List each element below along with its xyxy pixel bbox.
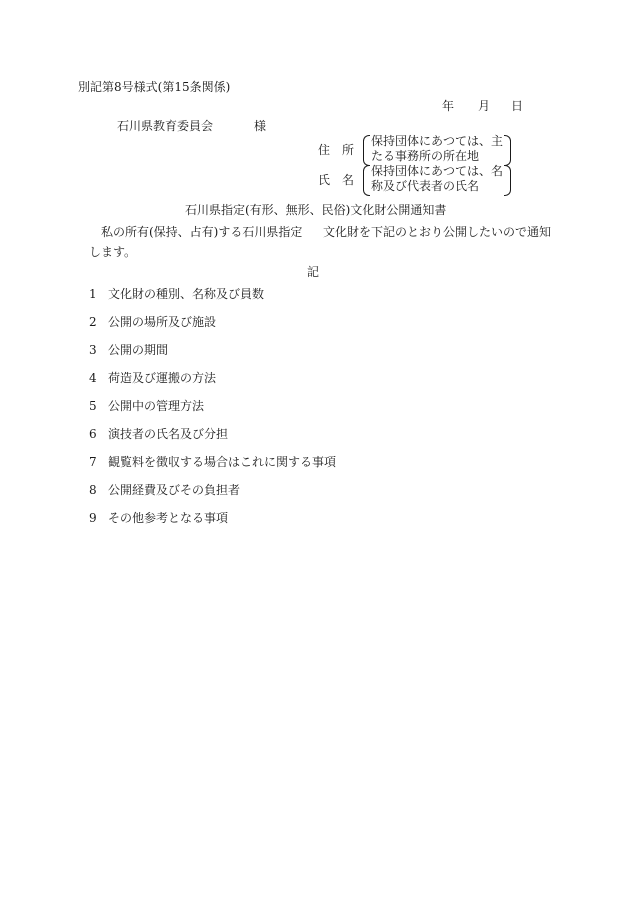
- date-month-label: 月: [478, 99, 491, 113]
- document-title: 石川県指定(有形、無形、民俗)文化財公開通知書: [185, 203, 447, 217]
- form-reference: 別記第8号様式(第15条関係): [78, 80, 231, 94]
- list-item: 3 公開の期間: [89, 343, 169, 357]
- body-text-part1: 私の所有(保持、占有)する石川県指定: [101, 225, 303, 239]
- address-note: [371, 134, 503, 164]
- list-item: 1 文化財の種別、名称及び員数: [89, 287, 265, 301]
- body-text-line2: します。: [89, 245, 137, 259]
- left-bracket: [363, 165, 370, 196]
- list-item: 4 荷造及び運搬の方法: [89, 371, 217, 385]
- address-note-line: 保持団体にあつては、主: [371, 134, 504, 148]
- date-year-label: 年: [442, 99, 455, 113]
- name-note-line: 保持団体にあつては、名: [371, 164, 504, 178]
- right-bracket: [504, 165, 511, 196]
- list-item: 7 観覧料を徴収する場合はこれに関する事項: [89, 455, 337, 469]
- list-item: 8 公開経費及びその負担者: [89, 483, 241, 497]
- date-day-label: 日: [511, 99, 524, 113]
- list-item: 2 公開の場所及び施設: [89, 315, 217, 329]
- list-item: 9 その他参考となる事項: [89, 511, 229, 525]
- right-bracket: [504, 135, 511, 166]
- addressee-name: 石川県教育委員会: [117, 119, 214, 133]
- left-bracket: [363, 135, 370, 166]
- list-item: 6 演技者の氏名及び分担: [89, 427, 229, 441]
- name-note-line: 称及び代表者の氏名: [371, 179, 480, 193]
- ki-heading: 記: [307, 265, 320, 279]
- address-label: 住 所: [318, 143, 355, 157]
- address-note-line: たる事務所の所在地: [371, 149, 480, 163]
- name-label: 氏 名: [318, 173, 355, 187]
- body-text-part2: 文化財を下記のとおり公開したいので通知: [323, 225, 552, 239]
- addressee-honorific: 様: [254, 119, 267, 133]
- name-note: [371, 164, 503, 194]
- list-item: 5 公開中の管理方法: [89, 399, 205, 413]
